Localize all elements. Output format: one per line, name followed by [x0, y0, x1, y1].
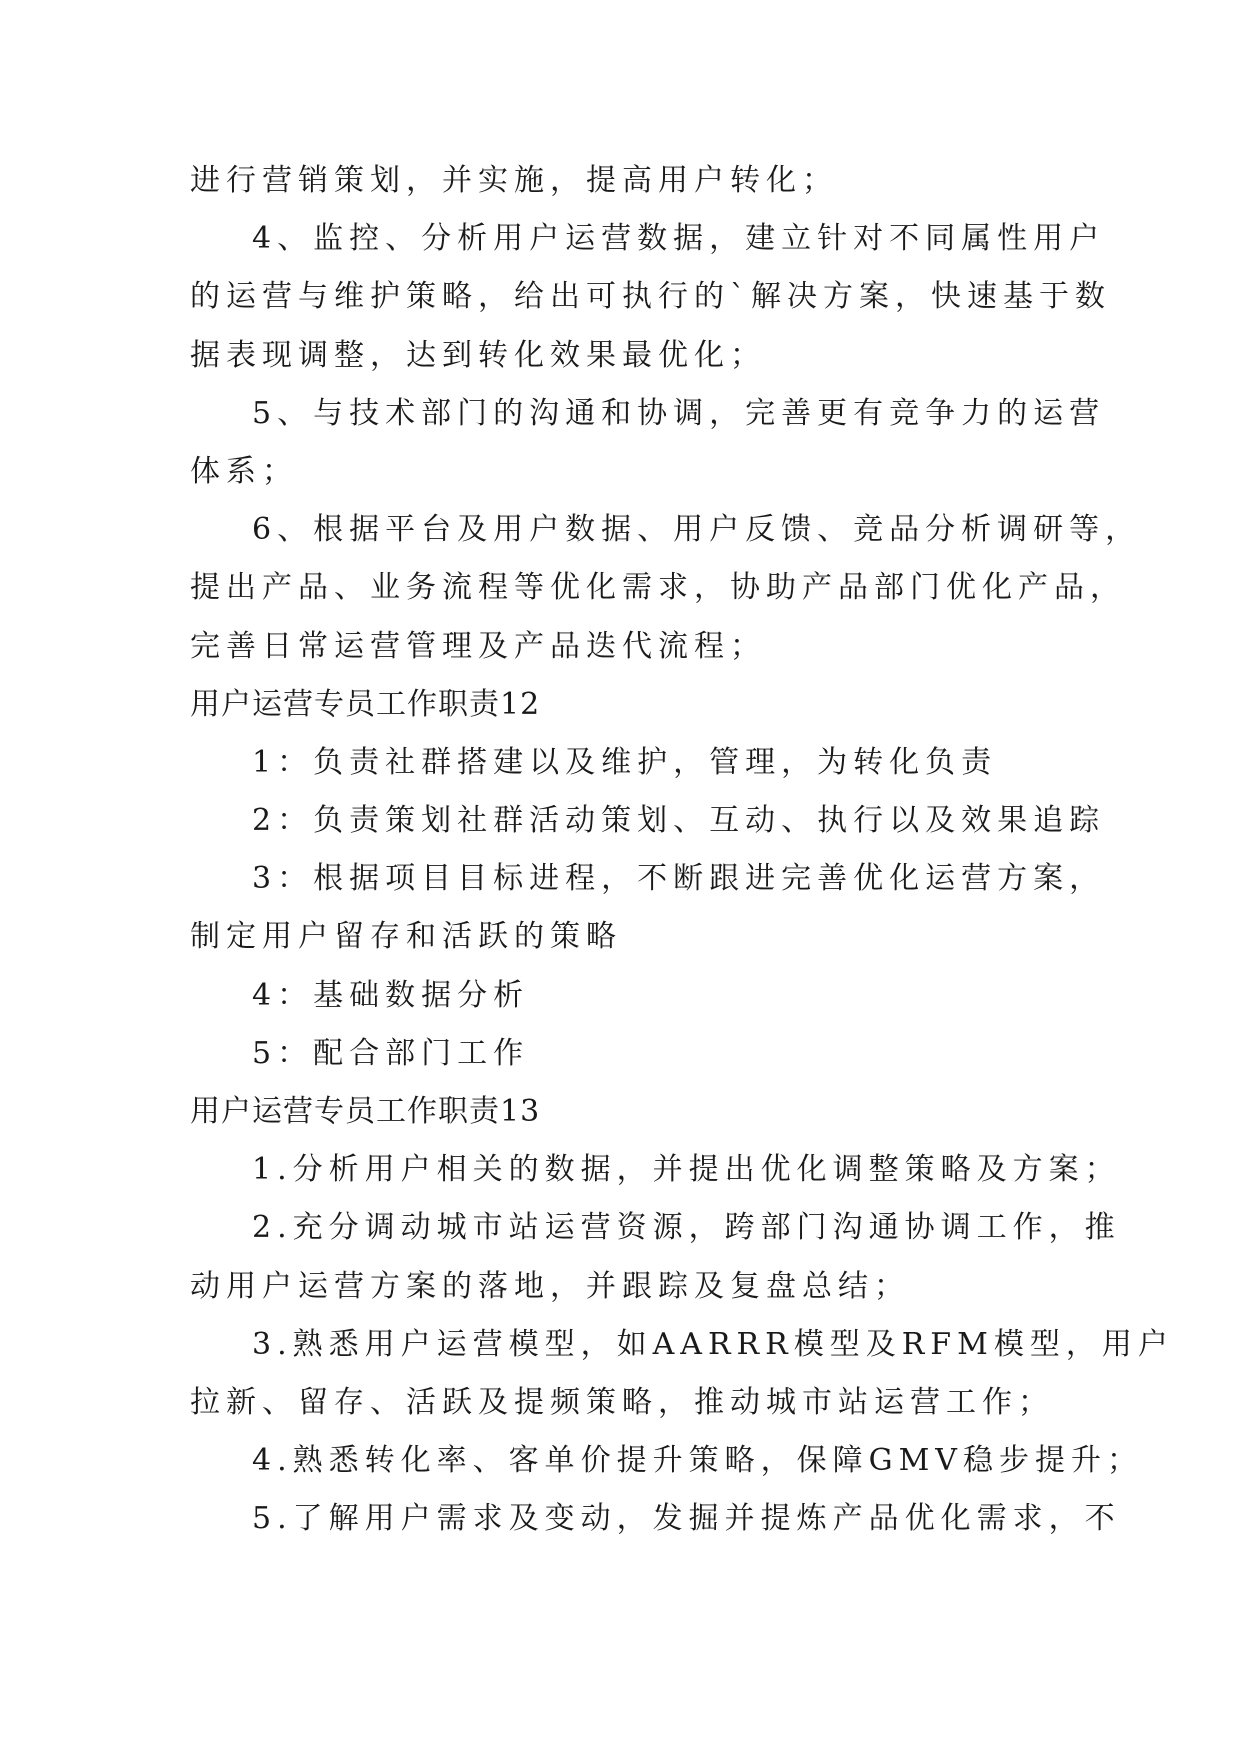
section-heading: 用户运营专员工作职责12	[190, 686, 541, 722]
text-line: 4：基础数据分析	[252, 977, 530, 1013]
text-line: 拉新、留存、活跃及提频策略，推动城市站运营工作；	[190, 1384, 1054, 1420]
text-line: 5：配合部门工作	[252, 1035, 530, 1071]
text-line: 的运营与维护策略，给出可执行的`解决方案，快速基于数	[190, 279, 1111, 315]
text-line: 体系；	[190, 453, 298, 489]
text-line: 1.分析用户相关的数据，并提出优化调整策略及方案；	[252, 1152, 1121, 1188]
text-line: 进行营销策划，并实施，提高用户转化；	[190, 163, 838, 198]
text-line: 3.熟悉用户运营模型，如AARRR模型及RFM模型，用户	[252, 1326, 1174, 1362]
section-heading: 用户运营专员工作职责13	[190, 1094, 541, 1129]
text-line: 6、根据平台及用户数据、用户反馈、竞品分析调研等，	[252, 512, 1142, 548]
text-line: 动用户运营方案的落地，并跟踪及复盘总结；	[190, 1268, 910, 1304]
text-line: 据表现调整，达到转化效果最优化；	[190, 337, 766, 373]
text-line: 5、与技术部门的沟通和协调，完善更有竞争力的运营	[252, 395, 1106, 431]
text-line: 2：负责策划社群活动策划、互动、执行以及效果追踪	[252, 803, 1106, 839]
text-line: 4、监控、分析用户运营数据，建立针对不同属性用户	[252, 221, 1106, 257]
text-line: 2.充分调动城市站运营资源，跨部门沟通协调工作，推	[252, 1210, 1121, 1246]
text-line: 完善日常运营管理及产品迭代流程；	[190, 628, 766, 664]
text-line: 3：根据项目目标进程，不断跟进完善优化运营方案，	[252, 861, 1106, 897]
text-line: 5.了解用户需求及变动，发掘并提炼产品优化需求，不	[252, 1501, 1121, 1537]
text-line: 制定用户留存和活跃的策略	[190, 919, 622, 955]
document-body	[190, 152, 1174, 1549]
text-line: 1：负责社群搭建以及维护，管理，为转化负责	[252, 744, 998, 780]
text-line: 提出产品、业务流程等优化需求，协助产品部门优化产品，	[190, 570, 1126, 606]
text-line: 4.熟悉转化率、客单价提升策略，保障GMV稳步提升；	[252, 1443, 1143, 1479]
